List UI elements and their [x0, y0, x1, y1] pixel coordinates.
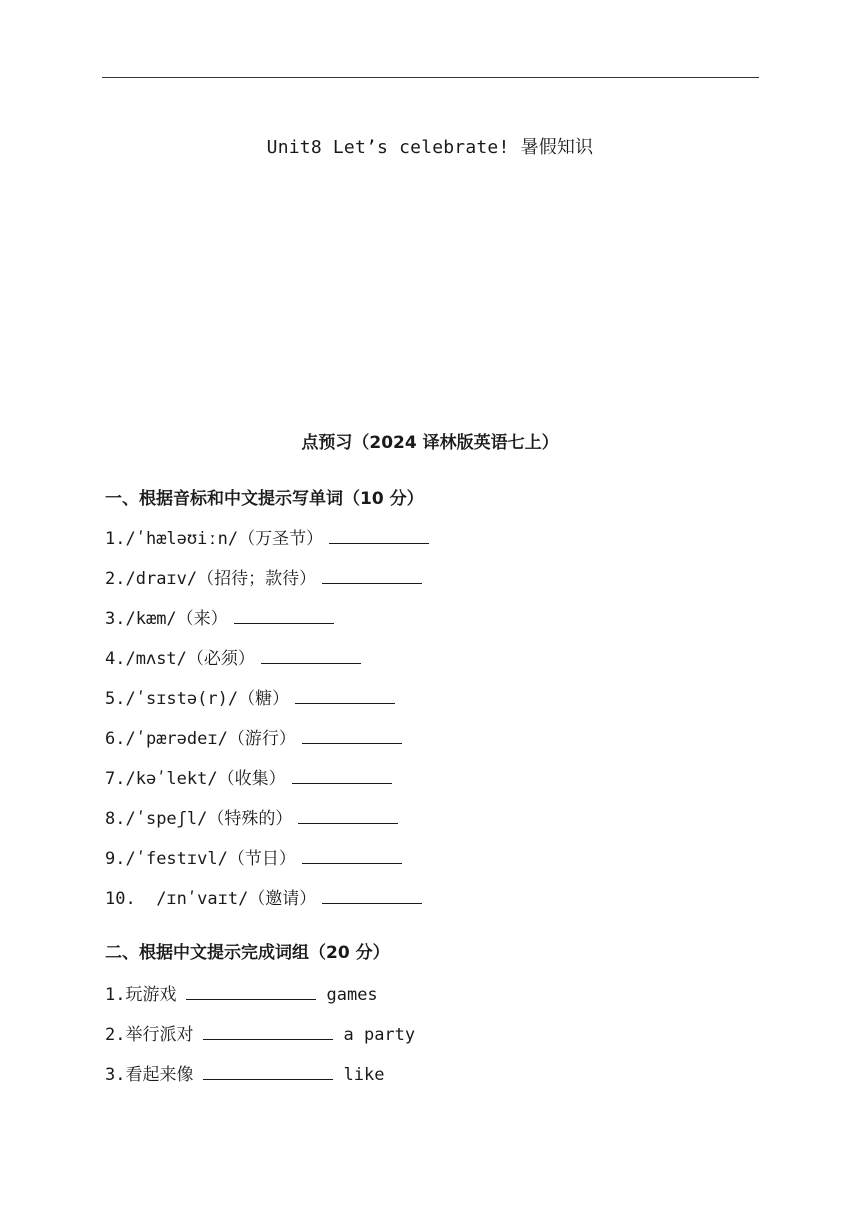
answer-blank[interactable] [261, 649, 361, 664]
header-rule [102, 77, 759, 78]
word-item: 1./ʹhæləʊiːn/（万圣节） [105, 524, 429, 549]
word-item: 10. /ɪnʹvaɪt/（邀请） [105, 884, 422, 909]
section2-heading: 二、根据中文提示完成词组（20 分） [105, 943, 390, 963]
word-item: 8./ʹspeʃl/（特殊的） [105, 804, 398, 829]
section1-heading: 一、根据音标和中文提示写单词（10 分） [105, 489, 424, 509]
answer-blank[interactable] [302, 849, 402, 864]
answer-blank[interactable] [329, 529, 429, 544]
answer-blank[interactable] [203, 1065, 333, 1080]
answer-blank[interactable] [186, 985, 316, 1000]
answer-blank[interactable] [322, 889, 422, 904]
answer-blank[interactable] [295, 689, 395, 704]
word-item: 2./draɪv/（招待；款待） [105, 564, 422, 589]
answer-blank[interactable] [203, 1025, 333, 1040]
word-item: 7./kəʹlekt/（收集） [105, 764, 392, 789]
answer-blank[interactable] [302, 729, 402, 744]
word-item: 6./ʹpærədeɪ/（游行） [105, 724, 402, 749]
document-subtitle: 点预习（2024 译林版英语七上） [301, 433, 559, 453]
word-item: 3./kæm/（来） [105, 604, 334, 629]
answer-blank[interactable] [322, 569, 422, 584]
word-item: 4./mʌst/（必须） [105, 644, 361, 669]
phrase-item: 2.举行派对 a party [105, 1025, 416, 1045]
phrase-item: 1.玩游戏 games [105, 985, 378, 1005]
answer-blank[interactable] [292, 769, 392, 784]
document-title: Unit8 Let’s celebrate! 暑假知识 [266, 137, 594, 158]
word-item: 5./ʹsɪstə(r)/（糖） [105, 684, 395, 709]
word-item: 9./ʹfestɪvl/（节日） [105, 844, 402, 869]
answer-blank[interactable] [298, 809, 398, 824]
phrase-item: 3.看起来像 like [105, 1065, 385, 1085]
answer-blank[interactable] [234, 609, 334, 624]
